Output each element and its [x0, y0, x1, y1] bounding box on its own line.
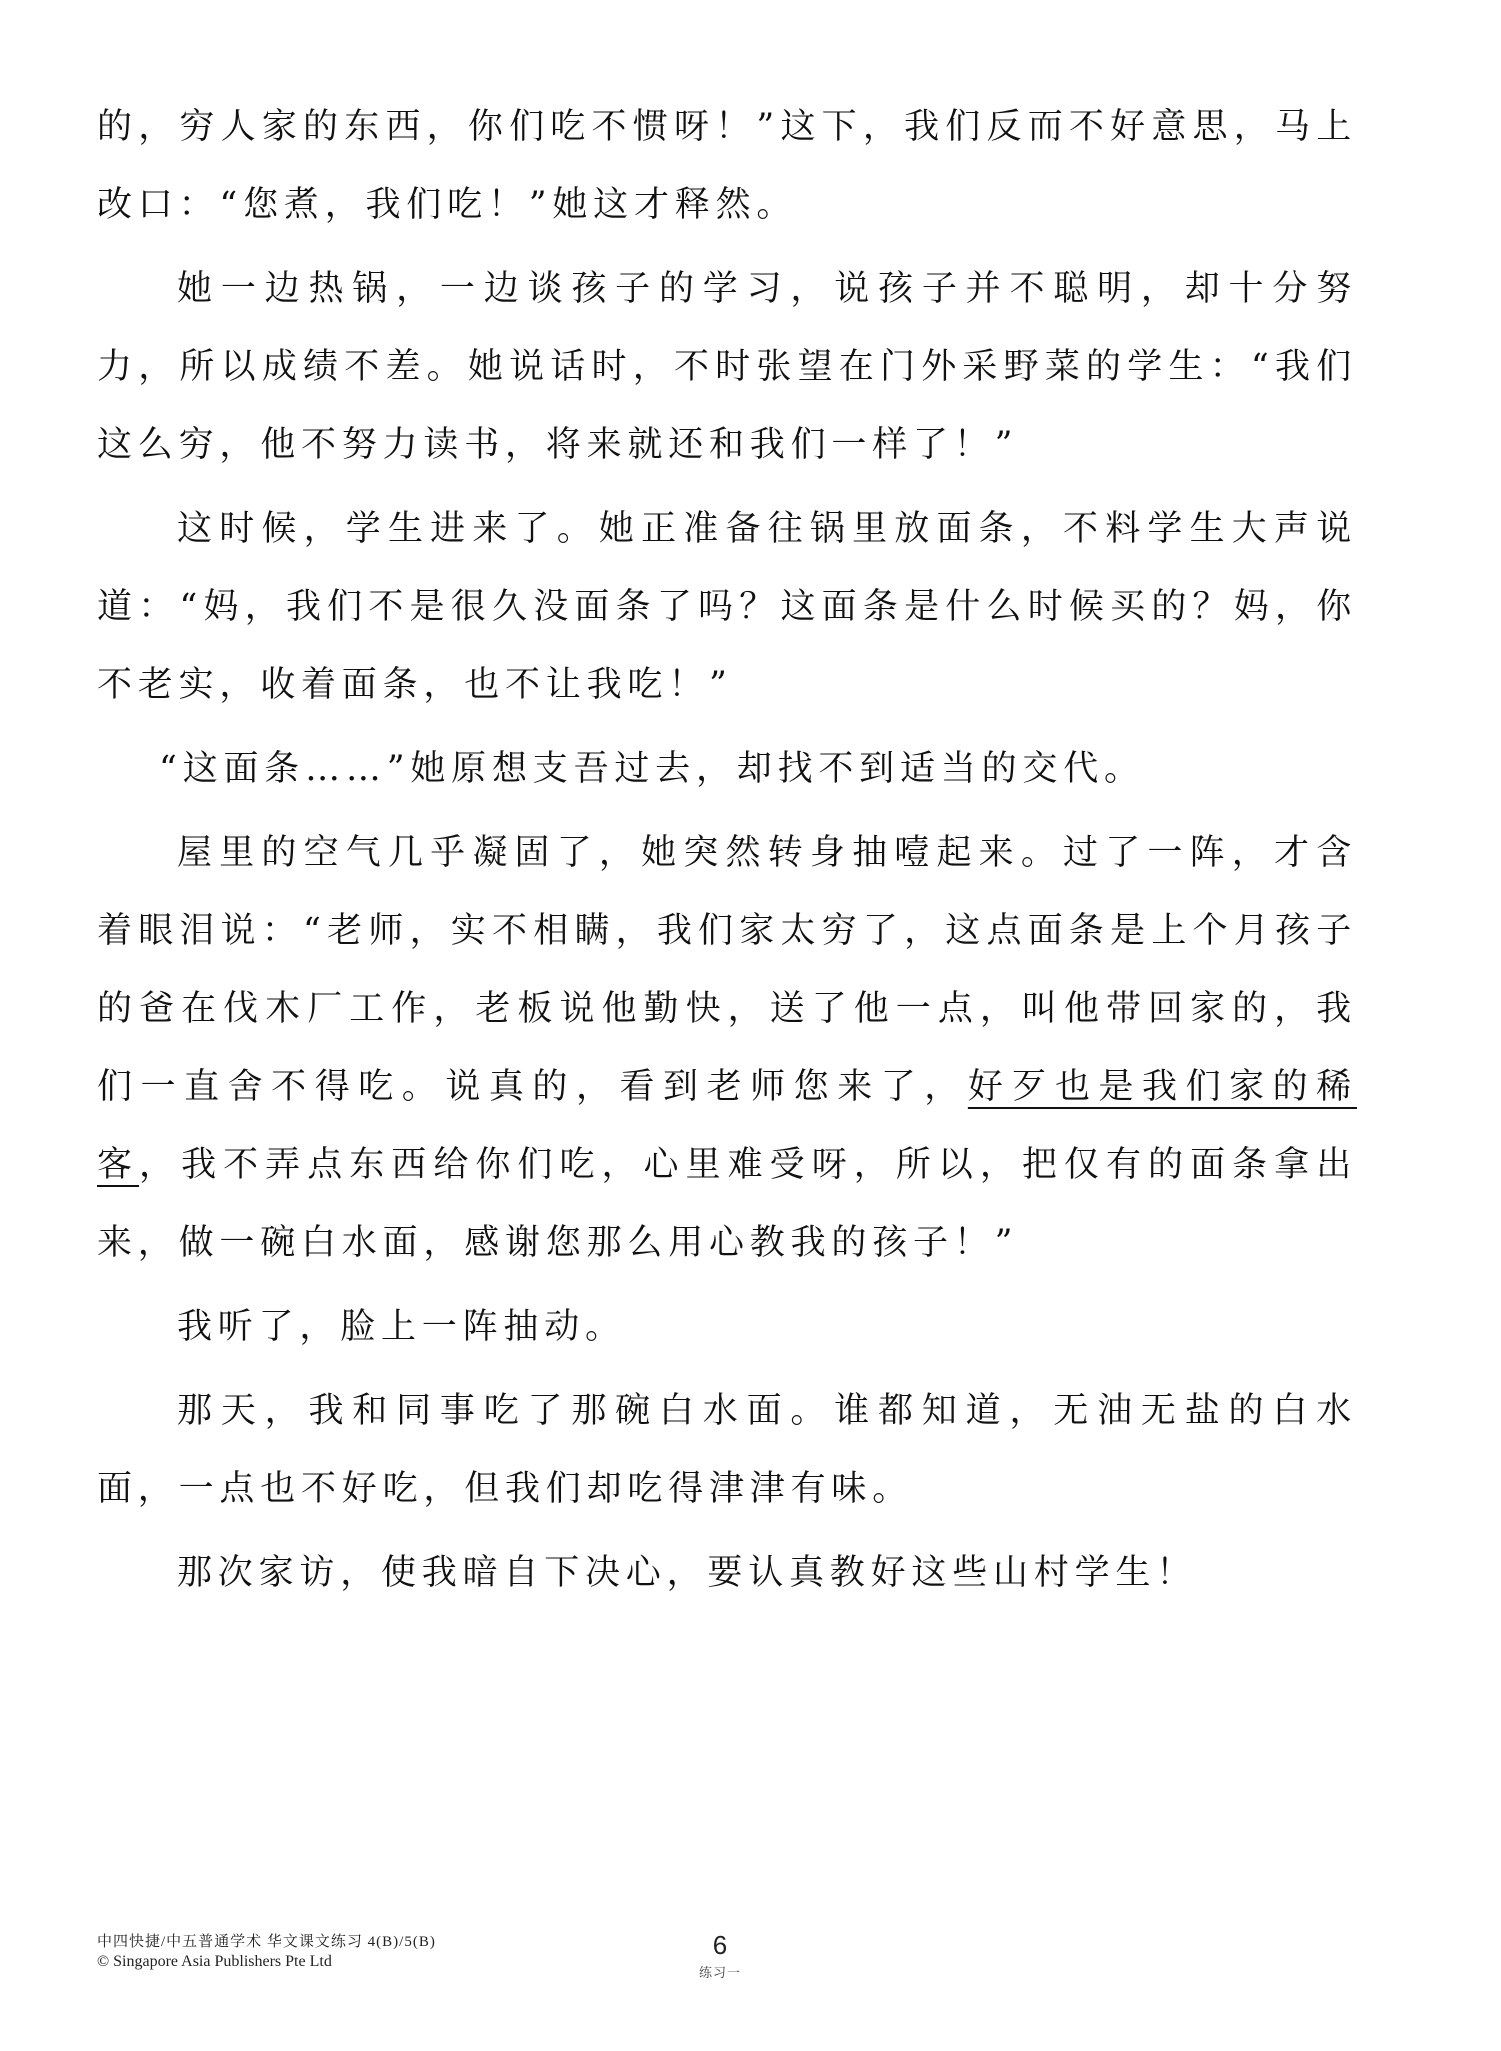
paragraph-text: ，我不弄点东西给你们吃，心里难受呀，所以，把仅有的面条拿出来，做一碗白水面，感谢您那么用心教我的孩子！” — [97, 1145, 1357, 1263]
paragraph-text: “这面条……”她原想支吾过去，却找不到适当的交代。 — [159, 749, 1145, 789]
paragraph-5 — [97, 814, 1357, 1282]
paragraph-text: 我听了，脸上一阵抽动。 — [177, 1307, 626, 1347]
series-title: 中四快捷/中五普通学术 华文课文练习 4(B)/5(B) — [97, 1934, 436, 1950]
paragraph-8 — [97, 1534, 1357, 1612]
paragraph-text: 她一边热锅，一边谈孩子的学习，说孩子并不聪明，却十分努力，所以成绩不差。她说话时，不时张望在门外采野菜的学生：“我们这么穷，他不努力读书，将来就还和我们一样了！” — [97, 269, 1357, 465]
paragraph-4 — [97, 730, 1357, 808]
page-number: 6 — [712, 1930, 728, 1960]
paragraph-1 — [97, 88, 1357, 244]
paragraph-text: 这时候，学生进来了。她正准备往锅里放面条，不料学生大声说道：“妈，我们不是很久没面条了吗？这面条是什么时候买的？妈，你不老实，收着面条，也不让我吃！” — [97, 509, 1357, 705]
underlined-phrase: 好歹也是我们家的稀客 — [97, 1067, 1357, 1185]
paragraph-text: 的，穷人家的东西，你们吃不惯呀！”这下，我们反而不好意思，马上改口：“您煮，我们吃！”她这才释然。 — [97, 107, 1357, 225]
copyright-notice: © Singapore Asia Publishers Pte Ltd — [97, 1953, 332, 1970]
paragraph-3 — [97, 490, 1357, 724]
paragraph-7 — [97, 1372, 1357, 1528]
footer-publisher-info — [97, 1932, 436, 1972]
document-body — [97, 88, 1357, 1618]
section-label: 练习一 — [698, 1966, 741, 1981]
paragraph-text: 那天，我和同事吃了那碗白水面。谁都知道，无油无盐的白水面，一点也不好吃，但我们却吃得津津有味。 — [97, 1391, 1357, 1509]
paragraph-text: 屋里的空气几乎凝固了，她突然转身抽噎起来。过了一阵，才含着眼泪说：“老师，实不相瞒，我们家太穷了，这点面条是上个月孩子的爸在伐木厂工作，老板说他勤快，送了他一点，叫他带回家的，我们一直舍不得吃。说真的，看到老师您来了， — [97, 833, 1357, 1107]
paragraph-text: 那次家访，使我暗自下决心，要认真教好这些山村学生！ — [177, 1553, 1198, 1593]
footer-page-info — [690, 1930, 750, 1984]
paragraph-6 — [97, 1288, 1357, 1366]
paragraph-2 — [97, 250, 1357, 484]
